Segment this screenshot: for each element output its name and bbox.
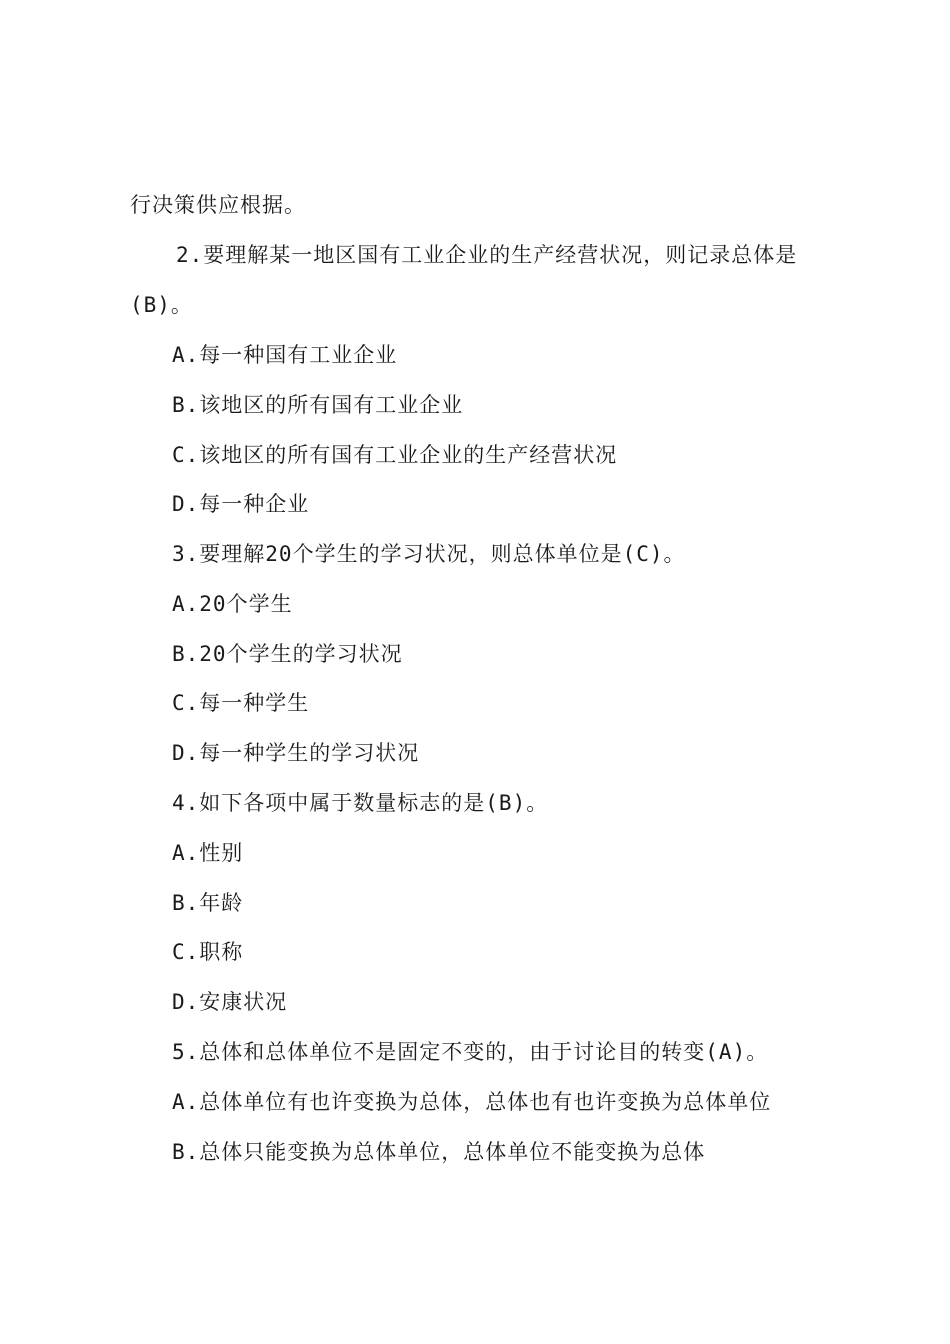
- question-5-option-a: A.总体单位有也许变换为总体，总体也有也许变换为总体单位: [172, 1090, 772, 1114]
- question-5-option-b: B.总体只能变换为总体单位，总体单位不能变换为总体: [172, 1140, 706, 1164]
- question-2-option-b: B.该地区的所有国有工业企业: [172, 393, 464, 417]
- question-4-option-d: D.安康状况: [172, 990, 288, 1014]
- question-3-option-c: C.每一种学生: [172, 691, 310, 715]
- text-line-continuation: 行决策供应根据。: [130, 193, 306, 217]
- question-3-option-a: A.20个学生: [172, 592, 293, 616]
- question-4-option-a: A.性别: [172, 841, 244, 865]
- question-4-option-c: C.职称: [172, 940, 244, 964]
- question-2-option-d: D.每一种企业: [172, 492, 310, 516]
- question-3-stem: 3.要理解20个学生的学习状况，则总体单位是(C)。: [172, 542, 686, 566]
- question-2-option-a: A.每一种国有工业企业: [172, 343, 398, 367]
- question-2-option-c: C.该地区的所有国有工业企业的生产经营状况: [172, 443, 618, 467]
- question-2-answer: (B)。: [130, 293, 193, 317]
- question-5-stem: 5.总体和总体单位不是固定不变的，由于讨论目的转变(A)。: [172, 1040, 769, 1064]
- question-3-option-d: D.每一种学生的学习状况: [172, 741, 420, 765]
- question-3-option-b: B.20个学生的学习状况: [172, 642, 403, 666]
- question-4-stem: 4.如下各项中属于数量标志的是(B)。: [172, 791, 549, 815]
- question-2-stem: 2.要理解某一地区国有工业企业的生产经营状况，则记录总体是: [176, 243, 798, 267]
- question-4-option-b: B.年龄: [172, 891, 244, 915]
